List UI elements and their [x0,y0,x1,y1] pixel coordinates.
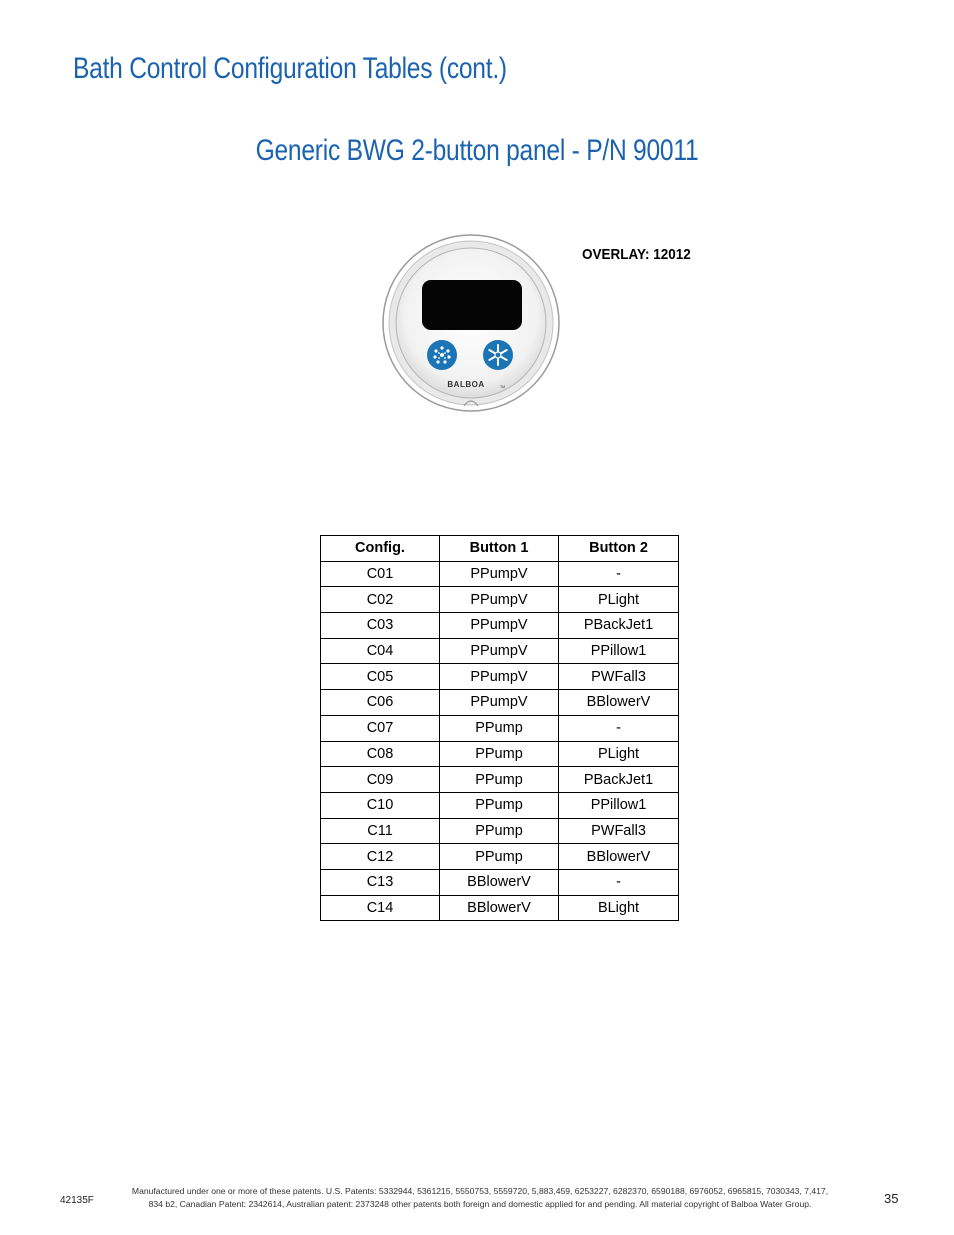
cell-button-1: PPump [440,715,559,741]
cell-config: C10 [321,792,440,818]
cell-button-1: PPumpV [440,638,559,664]
page-title: Bath Control Configuration Tables (cont.) [73,52,507,85]
table-row [321,818,679,844]
cell-button-1: PPump [440,844,559,870]
jets-swirl-icon[interactable] [427,340,457,370]
panel-brand-tm: TM [500,385,506,389]
patent-notice [106,1185,854,1210]
table-row [321,715,679,741]
cell-config: C07 [321,715,440,741]
cell-button-2: PBackJet1 [559,613,679,639]
cell-button-2: BLight [559,895,679,921]
cell-button-2: PWFall3 [559,664,679,690]
cell-button-2: BBlowerV [559,844,679,870]
overlay-label: OVERLAY: 12012 [582,246,691,263]
table-row [321,638,679,664]
cell-config: C13 [321,869,440,895]
cell-button-2: PPillow1 [559,638,679,664]
table-row [321,690,679,716]
cell-button-1: PPumpV [440,664,559,690]
cell-button-1: PPumpV [440,613,559,639]
cell-button-2: BBlowerV [559,690,679,716]
cell-button-2: PWFall3 [559,818,679,844]
document-code: 42135F [60,1195,94,1206]
table-row [321,664,679,690]
cell-button-2: PBackJet1 [559,767,679,793]
cell-config: C11 [321,818,440,844]
configuration-table [320,535,679,921]
table-row [321,869,679,895]
panel-subtitle-text: Generic BWG 2-button panel - P/N 90011 [255,134,699,167]
header-button-1: Button 1 [440,536,559,562]
cell-button-1: PPumpV [440,561,559,587]
cell-button-2: - [559,869,679,895]
cell-config: C06 [321,690,440,716]
table-row [321,844,679,870]
cell-button-1: PPump [440,767,559,793]
cell-config: C02 [321,587,440,613]
cell-button-1: PPump [440,741,559,767]
panel-subtitle [0,134,954,168]
cell-config: C08 [321,741,440,767]
header-button-2: Button 2 [559,536,679,562]
cell-button-2: - [559,561,679,587]
cell-button-1: BBlowerV [440,895,559,921]
table-row [321,587,679,613]
cell-button-2: PLight [559,741,679,767]
cell-config: C04 [321,638,440,664]
table-row [321,895,679,921]
cell-button-1: PPumpV [440,587,559,613]
cell-config: C09 [321,767,440,793]
table-row [321,561,679,587]
table-row [321,792,679,818]
page-number: 35 [884,1191,899,1206]
cell-button-2: - [559,715,679,741]
cell-button-1: PPumpV [440,690,559,716]
cell-config: C05 [321,664,440,690]
cell-button-2: PPillow1 [559,792,679,818]
cell-button-1: PPump [440,818,559,844]
patent-line-1: Manufactured under one or more of these patents. U.S. Patents: 5332944, 5361215, 5550753, 5559720, 5,883,459, 6253227, 6282370, 6590188, 6976052, 6965815, 7030343, 7,417, [131,1186,829,1196]
patent-line-2: 834 b2, Canadian Patent: 2342614, Australian patent: 2373248 other patents both foreign and domestic applied for and pending. All material copyright of Balboa Water Group. [148,1198,812,1209]
cell-config: C14 [321,895,440,921]
panel-brand-logo: BALBOA [447,380,485,389]
table-row [321,767,679,793]
table-row [321,613,679,639]
cell-config: C03 [321,613,440,639]
control-panel-image [380,234,562,414]
panel-display [422,280,522,330]
cell-config: C01 [321,561,440,587]
table-header-row [321,536,679,562]
cell-button-1: PPump [440,792,559,818]
cell-button-1: BBlowerV [440,869,559,895]
header-config: Config. [321,536,440,562]
cell-button-2: PLight [559,587,679,613]
jets-star-icon[interactable] [483,340,513,370]
cell-config: C12 [321,844,440,870]
table-row [321,741,679,767]
